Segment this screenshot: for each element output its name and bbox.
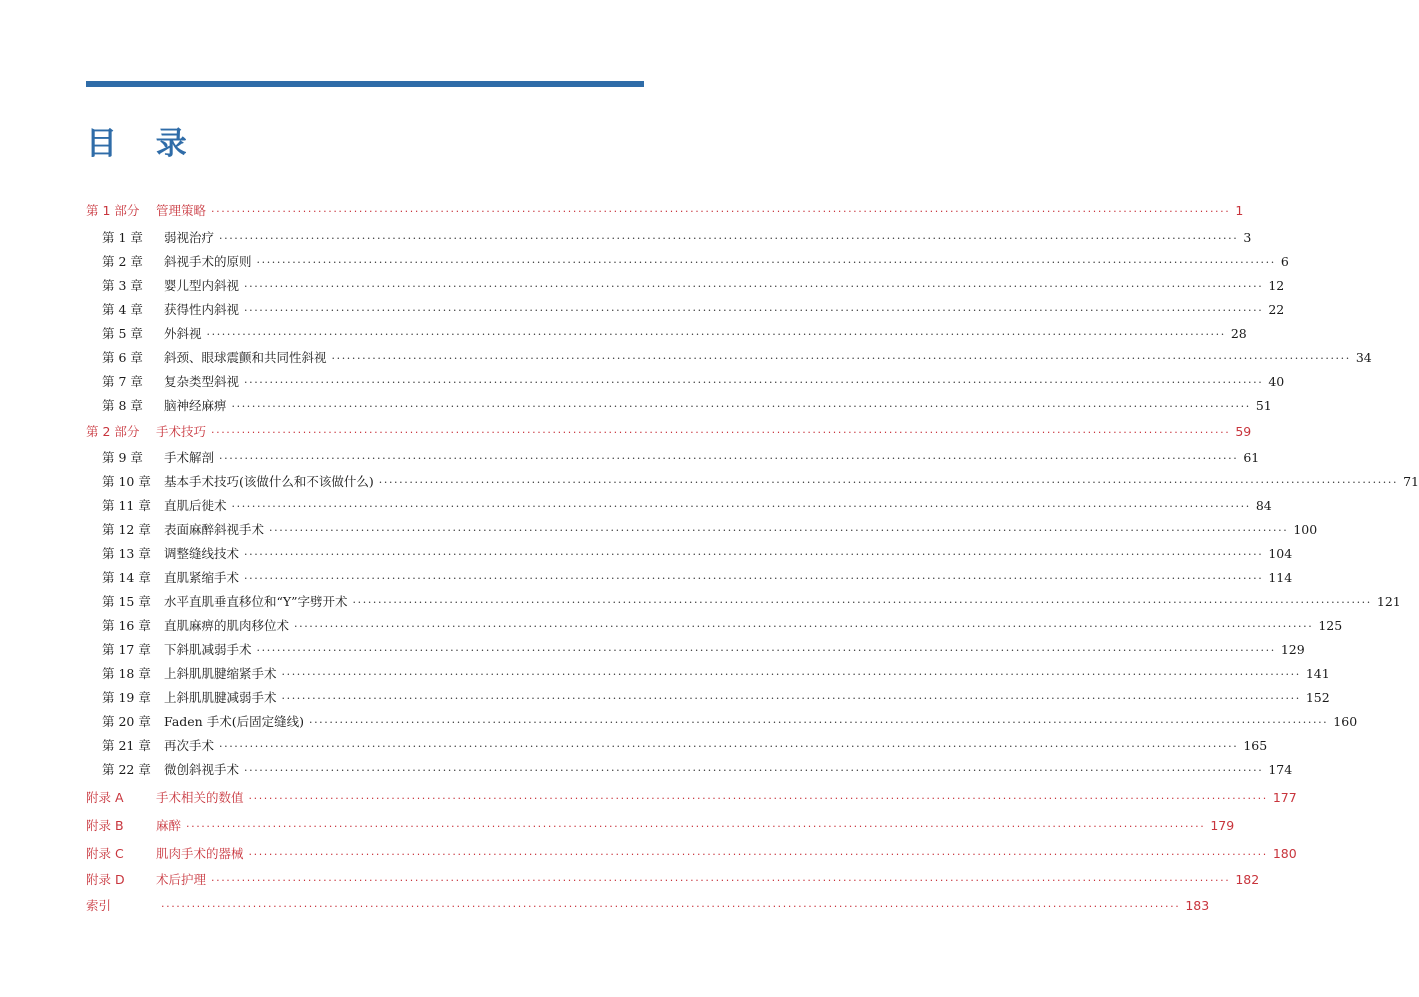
toc-chapter-row[interactable] <box>86 496 1272 514</box>
leader-dots: ········································································································································································································ <box>294 620 1314 633</box>
toc-entry-title: Faden 手术(后固定缝线) <box>164 714 304 729</box>
toc-entry-page: 71 <box>1403 474 1419 489</box>
toc-chapter-row[interactable] <box>86 544 1293 562</box>
toc-entry-page: 180 <box>1272 846 1297 861</box>
toc-entry-page: 59 <box>1235 424 1252 439</box>
toc-chapter-row[interactable] <box>86 592 1401 610</box>
toc-entry-number: 第 3 章 <box>102 278 143 293</box>
toc-entry-page: 1 <box>1235 203 1244 218</box>
toc-entry-page: 40 <box>1268 374 1285 389</box>
toc-entry-page: 51 <box>1255 398 1272 413</box>
toc-entry-number: 第 11 章 <box>102 498 151 513</box>
toc-entry-title: 直肌后徙术 <box>164 498 227 513</box>
toc-entry-title: 表面麻醉斜视手术 <box>164 522 265 537</box>
leader-dots: ········································································································································································································ <box>308 716 1329 729</box>
toc-entry-page: 28 <box>1230 326 1247 341</box>
leader-dots: ········································································································································································································ <box>244 280 1264 293</box>
toc-entry-title: 手术技巧 <box>156 424 207 439</box>
toc-entry-number: 第 2 章 <box>102 254 143 269</box>
leader-dots: ········································································································································································································ <box>219 452 1239 465</box>
toc-part-row[interactable] <box>86 201 1244 219</box>
toc-entry-page: 183 <box>1185 898 1210 913</box>
leader-dots: ········································································································································································································ <box>244 572 1264 585</box>
leader-dots: ········································································································································································································ <box>281 692 1301 705</box>
toc-entry-number: 第 10 章 <box>102 474 151 489</box>
toc-entry-number: 第 4 章 <box>102 302 143 317</box>
toc-entry-number: 第 14 章 <box>102 570 151 585</box>
toc-entry-number: 附录 D <box>86 872 125 887</box>
toc-entry-number: 第 22 章 <box>102 762 151 777</box>
toc-part-row[interactable] <box>86 816 1235 834</box>
toc-entry-page: 84 <box>1255 498 1272 513</box>
leader-dots: ········································································································································································································ <box>248 848 1268 861</box>
leader-dots: ········································································································································································································ <box>244 304 1264 317</box>
toc-chapter-row[interactable] <box>86 640 1305 658</box>
toc-entry-title: 基本手术技巧(该做什么和不该做什么) <box>164 474 374 489</box>
toc-entry-number: 第 15 章 <box>102 594 151 609</box>
toc-entry-number: 第 13 章 <box>102 546 151 561</box>
toc-entry-title: 脑神经麻痹 <box>164 398 227 413</box>
leader-dots: ········································································································································································································ <box>231 400 1251 413</box>
toc-chapter-row[interactable] <box>86 372 1285 390</box>
toc-entry-number: 第 1 部分 <box>86 203 140 218</box>
toc-entry-title: 水平直肌垂直移位和“Y”字劈开术 <box>164 594 348 609</box>
toc-part-row[interactable] <box>86 422 1252 440</box>
toc-entry-number: 第 17 章 <box>102 642 151 657</box>
header-rule <box>86 81 644 87</box>
toc-entry-title: 下斜肌减弱手术 <box>164 642 252 657</box>
toc-entry-number: 第 7 章 <box>102 374 143 389</box>
toc-entry-number: 第 19 章 <box>102 690 151 705</box>
toc-entry-page: 6 <box>1280 254 1289 269</box>
toc-entry-page: 152 <box>1305 690 1330 705</box>
toc-entry-title: 弱视治疗 <box>164 230 215 245</box>
leader-dots: ········································································································································································································ <box>331 352 1351 365</box>
toc-entry-number: 第 9 章 <box>102 450 143 465</box>
toc-chapter-row[interactable] <box>86 616 1343 634</box>
toc-entry-title: 直肌紧缩手术 <box>164 570 240 585</box>
toc-entry-page: 3 <box>1243 230 1252 245</box>
toc-entry-title: 手术解剖 <box>164 450 215 465</box>
toc-entry-page: 100 <box>1293 522 1318 537</box>
toc-chapter-row[interactable] <box>86 472 1419 490</box>
leader-dots: ········································································································································································································ <box>378 476 1399 489</box>
leader-dots: ········································································································································································································ <box>231 500 1251 513</box>
toc-entry-page: 125 <box>1318 618 1343 633</box>
toc-part-row[interactable] <box>86 844 1297 862</box>
toc-chapter-row[interactable] <box>86 448 1260 466</box>
leader-dots: ········································································································································································································ <box>211 426 1231 439</box>
toc-entry-number: 第 8 章 <box>102 398 143 413</box>
toc-entry-page: 141 <box>1305 666 1330 681</box>
toc-entry-page: 129 <box>1280 642 1305 657</box>
toc-entry-number: 第 2 部分 <box>86 424 140 439</box>
toc-chapter-row[interactable] <box>86 736 1268 754</box>
toc-entry-page: 165 <box>1243 738 1268 753</box>
toc-entry-number: 第 20 章 <box>102 714 151 729</box>
toc-entry-title: 管理策略 <box>156 203 207 218</box>
toc-entry-number: 索引 <box>86 898 112 913</box>
toc-chapter-row[interactable] <box>86 228 1252 246</box>
toc-entry-title: 肌肉手术的器械 <box>156 846 244 861</box>
toc-entry-number: 第 6 章 <box>102 350 143 365</box>
page-title: 目 录 <box>86 126 201 162</box>
toc-entry-number: 第 16 章 <box>102 618 151 633</box>
toc-entry-page: 174 <box>1268 762 1293 777</box>
toc-entry-title: 调整缝线技术 <box>164 546 240 561</box>
leader-dots: ········································································································································································································ <box>219 232 1239 245</box>
leader-dots: ········································································································································································································ <box>211 205 1231 218</box>
toc-chapter-row[interactable] <box>86 664 1330 682</box>
toc-entry-page: 160 <box>1333 714 1358 729</box>
toc-entry-number: 第 18 章 <box>102 666 151 681</box>
toc-entry-title: 外斜视 <box>164 326 202 341</box>
toc-entry-page: 22 <box>1268 302 1285 317</box>
leader-dots: ········································································································································································································ <box>256 644 1276 657</box>
toc-entry-title: 微创斜视手术 <box>164 762 240 777</box>
toc-entry-page: 182 <box>1235 872 1260 887</box>
toc-part-row[interactable] <box>86 788 1297 806</box>
toc-chapter-row[interactable] <box>86 348 1372 366</box>
toc-entry-number: 附录 B <box>86 818 124 833</box>
toc-chapter-row[interactable] <box>86 568 1293 586</box>
leader-dots: ········································································································································································································ <box>244 376 1264 389</box>
toc-entry-page: 114 <box>1268 570 1293 585</box>
toc-chapter-row[interactable] <box>86 324 1247 342</box>
toc-entry-number: 附录 C <box>86 846 124 861</box>
toc-entry-number: 第 5 章 <box>102 326 143 341</box>
leader-dots: ········································································································································································································ <box>211 874 1231 887</box>
toc-entry-number: 第 12 章 <box>102 522 151 537</box>
leader-dots: ········································································································································································································ <box>248 792 1268 805</box>
leader-dots: ········································································································································································································ <box>352 596 1372 609</box>
toc-chapter-row[interactable] <box>86 760 1293 778</box>
toc-chapter-row[interactable] <box>86 396 1272 414</box>
toc-entry-page: 12 <box>1268 278 1285 293</box>
leader-dots: ········································································································································································································ <box>219 740 1239 753</box>
toc-chapter-row[interactable] <box>86 276 1285 294</box>
toc-entry-title: 上斜肌肌腱减弱手术 <box>164 690 277 705</box>
leader-dots: ········································································································································································································ <box>244 764 1264 777</box>
toc-entry-page: 104 <box>1268 546 1293 561</box>
toc-chapter-row[interactable] <box>86 520 1318 538</box>
toc-entry-title: 斜视手术的原则 <box>164 254 252 269</box>
toc-entry-number: 第 1 章 <box>102 230 143 245</box>
toc-entry-title: 手术相关的数值 <box>156 790 244 805</box>
toc-part-row[interactable] <box>86 896 1210 914</box>
leader-dots: ········································································································································································································ <box>281 668 1301 681</box>
toc-entry-number: 第 21 章 <box>102 738 151 753</box>
toc-chapter-row[interactable] <box>86 252 1289 270</box>
toc-chapter-row[interactable] <box>86 712 1358 730</box>
toc-entry-title: 麻醉 <box>156 818 182 833</box>
leader-dots: ········································································································································································································ <box>269 524 1289 537</box>
toc-entry-page: 179 <box>1210 818 1235 833</box>
toc-entry-title: 直肌麻痹的肌肉移位术 <box>164 618 290 633</box>
toc-entry-title: 斜颈、眼球震颤和共同性斜视 <box>164 350 327 365</box>
toc-entry-title: 再次手术 <box>164 738 215 753</box>
leader-dots: ········································································································································································································ <box>256 256 1276 269</box>
toc-chapter-row[interactable] <box>86 300 1285 318</box>
toc-entry-page: 34 <box>1355 350 1372 365</box>
toc-entry-number: 附录 A <box>86 790 124 805</box>
toc-entry-title: 术后护理 <box>156 872 207 887</box>
toc-entry-title: 婴儿型内斜视 <box>164 278 240 293</box>
toc-chapter-row[interactable] <box>86 688 1330 706</box>
toc-entry-title: 获得性内斜视 <box>164 302 240 317</box>
toc-entry-page: 121 <box>1376 594 1401 609</box>
leader-dots: ········································································································································································································ <box>244 548 1264 561</box>
toc-part-row[interactable] <box>86 870 1260 888</box>
toc-entry-page: 61 <box>1243 450 1260 465</box>
toc-entry-title: 上斜肌肌腱缩紧手术 <box>164 666 277 681</box>
toc-entry-page: 177 <box>1272 790 1297 805</box>
toc-entry-title: 复杂类型斜视 <box>164 374 240 389</box>
leader-dots: ········································································································································································································ <box>161 900 1181 913</box>
leader-dots: ········································································································································································································ <box>186 820 1206 833</box>
leader-dots: ········································································································································································································ <box>206 328 1226 341</box>
